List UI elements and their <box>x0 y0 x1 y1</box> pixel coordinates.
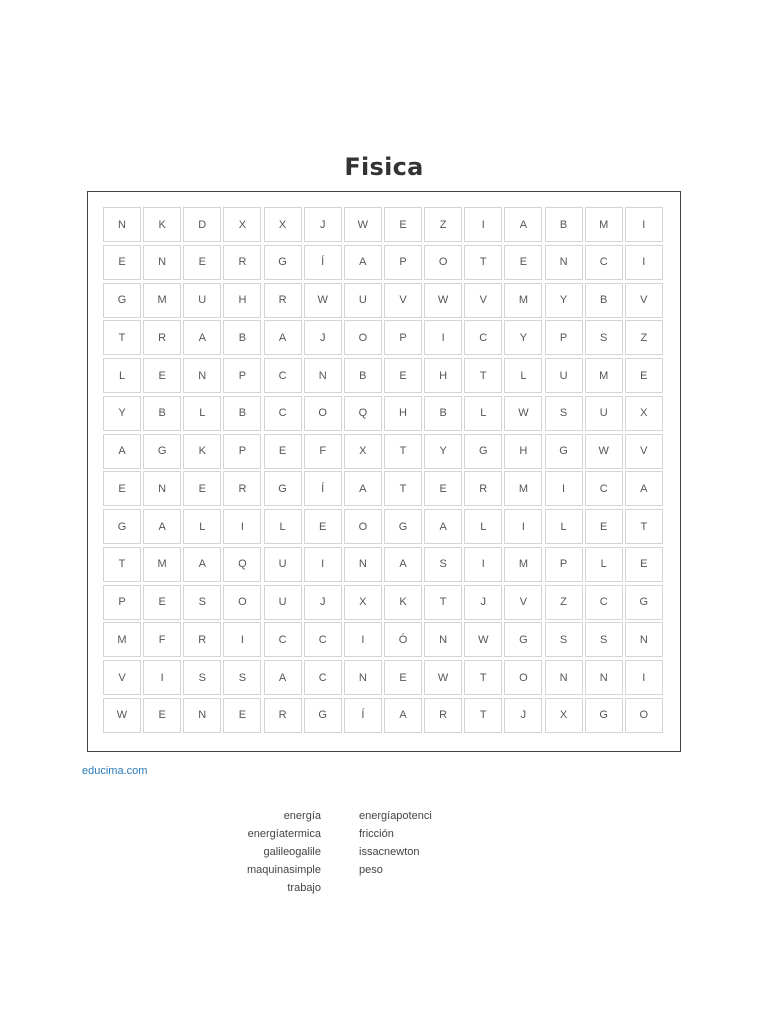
grid-cell: T <box>464 660 502 695</box>
grid-cell: E <box>264 434 302 469</box>
grid-cell: A <box>183 320 221 355</box>
grid-cell: Y <box>103 396 141 431</box>
grid-cell: E <box>183 245 221 280</box>
grid-cell: B <box>585 283 623 318</box>
grid-cell: X <box>344 585 382 620</box>
grid-cell: I <box>464 207 502 242</box>
grid-cell: W <box>464 622 502 657</box>
grid-cell: P <box>223 434 261 469</box>
grid-cell: Y <box>424 434 462 469</box>
grid-cell: C <box>585 245 623 280</box>
word-list-item: energíapotenci <box>359 810 432 822</box>
grid-cell: N <box>304 358 342 393</box>
grid-cell: J <box>304 585 342 620</box>
grid-cell: X <box>545 698 583 733</box>
grid-cell: Í <box>304 471 342 506</box>
grid-cell: T <box>424 585 462 620</box>
grid-cell: L <box>545 509 583 544</box>
word-list-item: trabajo <box>287 882 321 894</box>
grid-cell: G <box>264 245 302 280</box>
grid-cell: S <box>585 320 623 355</box>
grid-cell: A <box>504 207 542 242</box>
grid-cell: L <box>103 358 141 393</box>
grid-cell: M <box>504 283 542 318</box>
grid-cell: L <box>464 396 502 431</box>
word-list-right <box>359 807 519 879</box>
grid-cell: E <box>103 245 141 280</box>
grid-cell: O <box>504 660 542 695</box>
grid-cell: I <box>143 660 181 695</box>
grid-cell: E <box>143 698 181 733</box>
grid-cell: S <box>585 622 623 657</box>
grid-cell: Z <box>545 585 583 620</box>
grid-cell: T <box>384 434 422 469</box>
grid-cell: G <box>464 434 502 469</box>
grid-cell: P <box>223 358 261 393</box>
grid-cell: U <box>585 396 623 431</box>
grid-cell: N <box>545 660 583 695</box>
grid-cell: G <box>103 283 141 318</box>
grid-cell: T <box>103 320 141 355</box>
grid-cell: E <box>625 358 663 393</box>
grid-cell: U <box>344 283 382 318</box>
grid-cell: M <box>585 207 623 242</box>
grid-cell: R <box>264 283 302 318</box>
grid-cell: R <box>183 622 221 657</box>
grid-cell: I <box>223 509 261 544</box>
grid-cell: U <box>545 358 583 393</box>
grid-cell: I <box>464 547 502 582</box>
grid-cell: T <box>384 471 422 506</box>
grid-cell: O <box>344 320 382 355</box>
word-list-item: galileogalile <box>263 846 321 858</box>
grid-cell: Y <box>545 283 583 318</box>
word-list-item: issacnewton <box>359 846 420 858</box>
grid-cell: N <box>424 622 462 657</box>
grid-cell: A <box>344 471 382 506</box>
grid-cell: D <box>183 207 221 242</box>
grid-cell: E <box>103 471 141 506</box>
word-list-item: maquinasimple <box>247 864 321 876</box>
grid-cell: G <box>264 471 302 506</box>
grid-cell: A <box>384 698 422 733</box>
grid-cell: L <box>183 396 221 431</box>
grid-cell: M <box>504 547 542 582</box>
grid-cell: C <box>264 396 302 431</box>
grid-cell: X <box>344 434 382 469</box>
grid-cell: W <box>424 283 462 318</box>
grid-cell: N <box>344 660 382 695</box>
grid-cell: Z <box>625 320 663 355</box>
grid-cell: E <box>424 471 462 506</box>
grid-cell: J <box>304 207 342 242</box>
grid-cell: R <box>143 320 181 355</box>
grid-cell: I <box>223 622 261 657</box>
grid-cell: A <box>625 471 663 506</box>
grid-cell: K <box>384 585 422 620</box>
grid-cell: P <box>545 320 583 355</box>
grid-cell: A <box>143 509 181 544</box>
grid-cell: A <box>264 320 302 355</box>
word-list-item: fricción <box>359 828 394 840</box>
grid-cell: T <box>103 547 141 582</box>
grid-cell: E <box>504 245 542 280</box>
grid-cell: L <box>585 547 623 582</box>
grid-cell: W <box>424 660 462 695</box>
grid-cell: G <box>585 698 623 733</box>
word-list-item: energía <box>283 810 321 822</box>
grid-cell: E <box>384 207 422 242</box>
grid-cell: S <box>545 622 583 657</box>
grid-cell: W <box>585 434 623 469</box>
grid-cell: H <box>504 434 542 469</box>
grid-cell: G <box>304 698 342 733</box>
grid-cell: J <box>464 585 502 620</box>
grid-cell: I <box>344 622 382 657</box>
grid-cell: C <box>585 585 623 620</box>
grid-cell: A <box>103 434 141 469</box>
grid-cell: L <box>264 509 302 544</box>
grid-cell: G <box>545 434 583 469</box>
grid-cell: C <box>304 660 342 695</box>
grid-cell: A <box>264 660 302 695</box>
grid-cell: E <box>384 358 422 393</box>
grid-cell: I <box>625 245 663 280</box>
grid-cell: C <box>264 358 302 393</box>
grid-cell: B <box>344 358 382 393</box>
grid-cell: I <box>545 471 583 506</box>
grid-cell: E <box>384 660 422 695</box>
grid-cell: A <box>183 547 221 582</box>
grid-cell: R <box>223 245 261 280</box>
grid-cell: H <box>424 358 462 393</box>
grid-cell: O <box>344 509 382 544</box>
grid-cell: S <box>545 396 583 431</box>
grid-cell: J <box>304 320 342 355</box>
word-list-item: peso <box>359 864 383 876</box>
grid-cell: N <box>344 547 382 582</box>
grid-cell: L <box>464 509 502 544</box>
grid-cell: Ó <box>384 622 422 657</box>
grid-cell: B <box>223 320 261 355</box>
grid-cell: P <box>103 585 141 620</box>
grid-cell: L <box>504 358 542 393</box>
grid-cell: O <box>223 585 261 620</box>
grid-cell: I <box>304 547 342 582</box>
grid-cell: I <box>424 320 462 355</box>
grid-cell: T <box>464 698 502 733</box>
grid-cell: T <box>464 358 502 393</box>
grid-cell: P <box>545 547 583 582</box>
grid-cell: M <box>585 358 623 393</box>
grid-cell: C <box>585 471 623 506</box>
grid-cell: R <box>223 471 261 506</box>
grid-cell: N <box>143 245 181 280</box>
grid-cell: F <box>143 622 181 657</box>
grid-cell: G <box>504 622 542 657</box>
grid-cell: K <box>183 434 221 469</box>
grid-cell: V <box>384 283 422 318</box>
word-list-left <box>200 807 321 897</box>
grid-cell: G <box>384 509 422 544</box>
grid-cell: M <box>143 283 181 318</box>
grid-cell: P <box>384 245 422 280</box>
grid-cell: V <box>103 660 141 695</box>
grid-cell: S <box>183 585 221 620</box>
grid-cell: S <box>424 547 462 582</box>
grid-cell: O <box>625 698 663 733</box>
grid-cell: M <box>103 622 141 657</box>
grid-cell: G <box>103 509 141 544</box>
grid-cell: N <box>545 245 583 280</box>
grid-cell: Y <box>504 320 542 355</box>
word-list-item: energíatermica <box>247 828 321 840</box>
grid-cell: N <box>103 207 141 242</box>
grid-cell: R <box>424 698 462 733</box>
source-link[interactable]: educima.com <box>82 765 148 777</box>
grid-cell: G <box>625 585 663 620</box>
page-title: Fisica <box>344 153 424 181</box>
grid-cell: A <box>384 547 422 582</box>
grid-cell: X <box>264 207 302 242</box>
grid-cell: E <box>223 698 261 733</box>
grid-cell: H <box>384 396 422 431</box>
word-search-grid <box>103 207 663 733</box>
grid-cell: K <box>143 207 181 242</box>
grid-cell: S <box>183 660 221 695</box>
grid-cell: F <box>304 434 342 469</box>
grid-cell: B <box>143 396 181 431</box>
grid-cell: L <box>183 509 221 544</box>
grid-cell: N <box>183 358 221 393</box>
grid-cell: H <box>223 283 261 318</box>
grid-cell: W <box>103 698 141 733</box>
grid-cell: M <box>143 547 181 582</box>
grid-cell: S <box>223 660 261 695</box>
grid-cell: W <box>504 396 542 431</box>
grid-cell: C <box>264 622 302 657</box>
grid-cell: X <box>223 207 261 242</box>
grid-cell: Q <box>344 396 382 431</box>
grid-cell: X <box>625 396 663 431</box>
grid-cell: Í <box>304 245 342 280</box>
grid-cell: R <box>464 471 502 506</box>
grid-cell: J <box>504 698 542 733</box>
grid-cell: T <box>625 509 663 544</box>
grid-cell: O <box>424 245 462 280</box>
grid-cell: I <box>504 509 542 544</box>
grid-cell: W <box>304 283 342 318</box>
grid-cell: Z <box>424 207 462 242</box>
grid-cell: G <box>143 434 181 469</box>
grid-cell: N <box>585 660 623 695</box>
grid-cell: N <box>183 698 221 733</box>
grid-cell: V <box>625 283 663 318</box>
grid-cell: W <box>344 207 382 242</box>
grid-cell: U <box>264 547 302 582</box>
grid-cell: Q <box>223 547 261 582</box>
grid-cell: E <box>585 509 623 544</box>
grid-cell: E <box>625 547 663 582</box>
grid-cell: N <box>143 471 181 506</box>
grid-cell: E <box>143 358 181 393</box>
grid-cell: N <box>625 622 663 657</box>
grid-cell: V <box>504 585 542 620</box>
grid-cell: U <box>183 283 221 318</box>
grid-cell: A <box>424 509 462 544</box>
grid-cell: E <box>143 585 181 620</box>
grid-cell: Í <box>344 698 382 733</box>
grid-cell: P <box>384 320 422 355</box>
grid-cell: R <box>264 698 302 733</box>
grid-cell: I <box>625 207 663 242</box>
grid-cell: C <box>464 320 502 355</box>
grid-cell: V <box>625 434 663 469</box>
grid-cell: B <box>223 396 261 431</box>
grid-cell: T <box>464 245 502 280</box>
grid-cell: E <box>183 471 221 506</box>
grid-cell: C <box>304 622 342 657</box>
grid-cell: I <box>625 660 663 695</box>
grid-cell: A <box>344 245 382 280</box>
grid-cell: B <box>545 207 583 242</box>
grid-cell: V <box>464 283 502 318</box>
grid-cell: E <box>304 509 342 544</box>
grid-cell: M <box>504 471 542 506</box>
grid-cell: U <box>264 585 302 620</box>
grid-cell: O <box>304 396 342 431</box>
grid-cell: B <box>424 396 462 431</box>
